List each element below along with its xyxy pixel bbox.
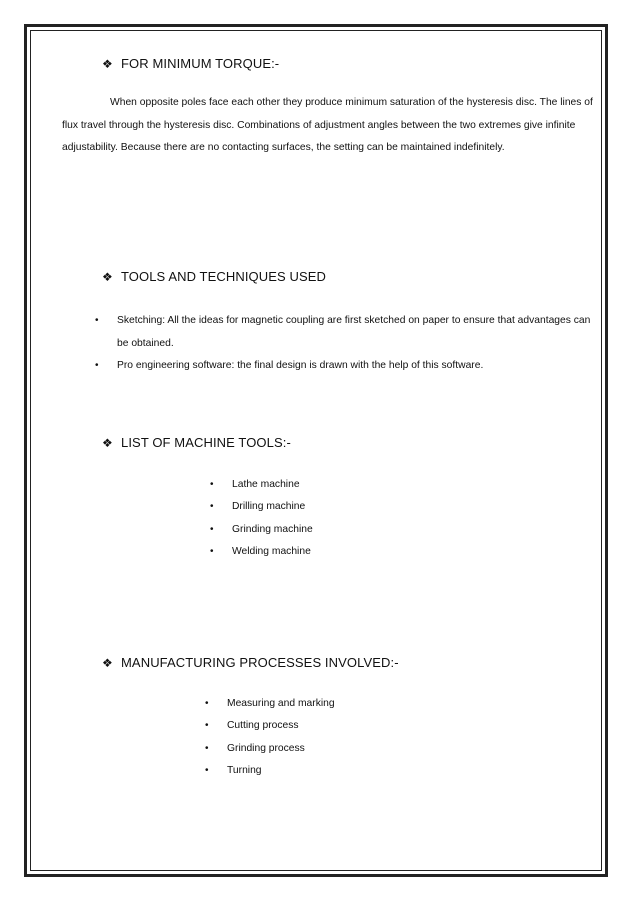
bullet-icon: • [210,523,214,535]
bullet-icon: • [205,765,209,777]
bullet-icon: • [205,720,209,732]
list-item: • Lathe machine [210,474,313,496]
heading-min-torque-text: FOR MINIMUM TORQUE:- [121,56,280,71]
processes-list [205,693,335,783]
bullet-icon: • [205,742,209,754]
machine-tools-list [210,474,313,564]
list-item: • Cutting process [205,715,335,737]
list-item: • Drilling machine [210,496,313,518]
paragraph-min-torque [62,92,594,160]
paragraph-min-torque-text: When opposite poles face each other they produce minimum saturation of the hysteresis disc. The lines of flux travel through the hysteresis disc. Combinations of adjustment angles between the two extremes give infinite adjustability. Because there are no contacting surfaces, the setting can be maintained indefinitely. [62,97,593,154]
bullet-icon: • [205,698,209,709]
bullet-icon: • [210,479,214,490]
diamond-bullet-icon: ❖ [102,57,113,71]
list-item: • Welding machine [210,541,313,563]
bullet-icon: • [95,360,99,372]
heading-processes-text: MANUFACTURING PROCESSES INVOLVED:- [121,655,399,670]
list-item: • Pro engineering software: the final design is drawn with the help of this software. [95,355,597,378]
heading-tools-text: TOOLS AND TECHNIQUES USED [121,269,327,284]
bullet-icon: • [95,315,99,326]
heading-machines-text: LIST OF MACHINE TOOLS:- [121,435,291,450]
heading-processes [102,655,399,670]
list-item: • Turning [205,760,335,782]
heading-machines [102,435,291,450]
list-item: • Grinding process [205,738,335,760]
tools-list [95,310,597,378]
diamond-bullet-icon: ❖ [102,656,113,670]
diamond-bullet-icon: ❖ [102,436,113,450]
diamond-bullet-icon: ❖ [102,270,113,284]
heading-tools [102,269,326,284]
list-item: • Sketching: All the ideas for magnetic coupling are first sketched on paper to ensure that advantages can be obtained. [95,310,597,355]
bullet-icon: • [210,501,214,513]
bullet-icon: • [210,546,214,558]
heading-min-torque [102,56,279,71]
list-item: • Measuring and marking [205,693,335,715]
list-item: • Grinding machine [210,519,313,541]
